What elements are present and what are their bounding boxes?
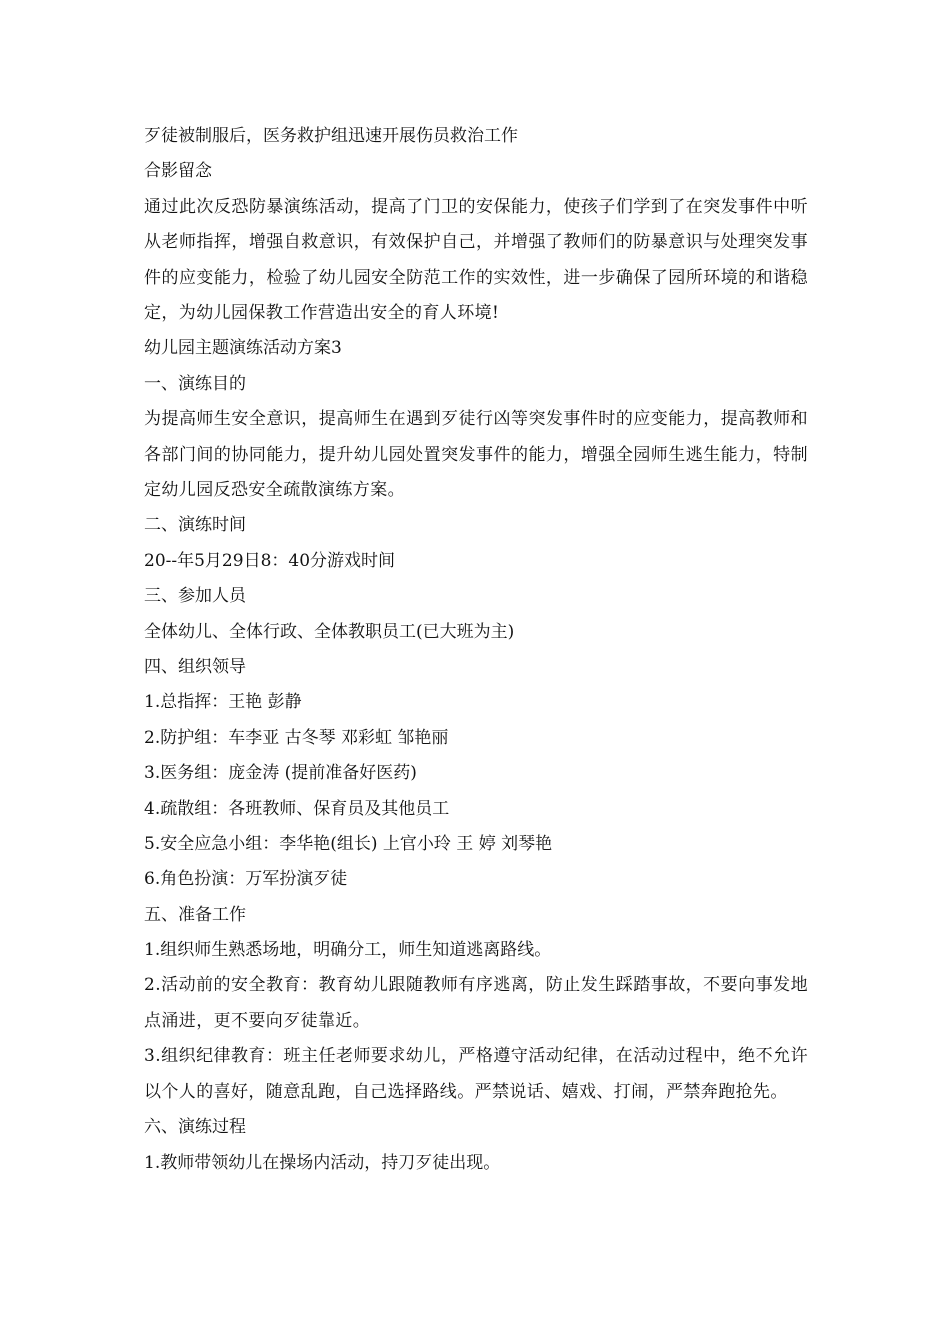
list-item: 1.组织师生熟悉场地，明确分工，师生知道逃离路线。 [144, 940, 552, 961]
list-item: 2.活动前的安全教育：教育幼儿跟随教师有序逃离，防止发生踩踏事故，不要向事发地点涌进，更不要向歹徒靠近。 [144, 975, 808, 1031]
list-item: 1.总指挥：王艳 彭静 [144, 692, 302, 713]
list-item: 4.疏散组：各班教师、保育员及其他员工 [144, 798, 450, 819]
section-heading: 五、准备工作 [144, 904, 246, 925]
list-item: 5.安全应急小组：李华艳(组长) 上官小玲 王 婷 刘琴艳 [144, 833, 553, 854]
paragraph: 为提高师生安全意识，提高师生在遇到歹徒行凶等突发事件时的应变能力，提高教师和各部门间的协同能力，提升幼儿园处置突发事件的能力，增强全园师生逃生能力，特制定幼儿园反恐安全疏散演练方案。 [144, 409, 808, 500]
list-item: 1.教师带领幼儿在操场内活动，持刀歹徒出现。 [144, 1152, 501, 1173]
list-item: 6.角色扮演：万军扮演歹徒 [144, 869, 348, 890]
list-item: 3.组织纪律教育：班主任老师要求幼儿，严格遵守活动纪律，在活动过程中，绝不允许以个人的喜好，随意乱跑，自己选择路线。严禁说话、嬉戏、打闹，严禁奔跑抢先。 [144, 1046, 808, 1102]
list-item: 2.防护组：车李亚 古冬琴 邓彩虹 邹艳丽 [144, 727, 449, 748]
text-line: 20--年5月29日8：40分游戏时间 [144, 550, 396, 571]
section-heading: 幼儿园主题演练活动方案3 [144, 338, 342, 359]
text-line: 合影留念 [144, 161, 212, 182]
section-heading: 二、演练时间 [144, 515, 246, 536]
section-heading: 六、演练过程 [144, 1117, 246, 1138]
text-line: 全体幼儿、全体行政、全体教职员工(已大班为主) [144, 621, 515, 642]
section-heading: 四、组织领导 [144, 656, 246, 677]
text-line: 歹徒被制服后，医务救护组迅速开展伤员救治工作 [144, 126, 518, 146]
section-heading: 三、参加人员 [144, 586, 246, 607]
list-item: 3.医务组：庞金涛 (提前准备好医药) [144, 763, 417, 784]
document-body [144, 119, 808, 1181]
section-heading: 一、演练目的 [144, 373, 246, 394]
paragraph: 通过此次反恐防暴演练活动，提高了门卫的安保能力，使孩子们学到了在突发事件中听从老师指挥，增强自救意识，有效保护自己，并增强了教师们的防暴意识与处理突发事件的应变能力，检验了幼儿园安全防范工作的实效性，进一步确保了园所环境的和谐稳定，为幼儿园保教工作营造出安全的育人环境! [144, 196, 808, 323]
